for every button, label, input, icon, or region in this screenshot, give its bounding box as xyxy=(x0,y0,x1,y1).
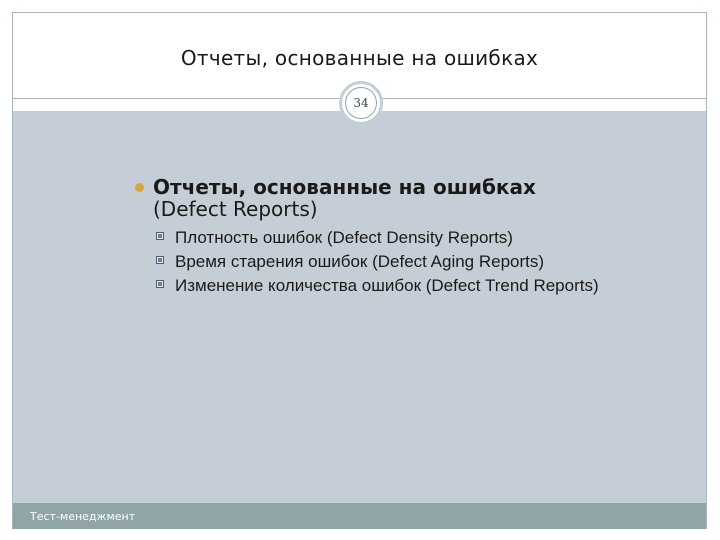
page-number-badge xyxy=(339,81,383,125)
sub-bullet-list xyxy=(153,228,604,295)
main-bullet xyxy=(134,176,604,295)
main-bullet-bold-text: Отчеты, основанные на ошибках xyxy=(153,175,536,199)
sub-bullet-item xyxy=(155,228,604,247)
square-bullet-icon xyxy=(156,280,164,288)
sub-bullet-text: Плотность ошибок (Defect Density Reports) xyxy=(175,228,513,247)
page-number: 34 xyxy=(345,87,377,119)
bullet-list xyxy=(134,176,604,300)
footer-text: Тест-менеджмент xyxy=(30,510,136,523)
footer-bar xyxy=(13,503,706,529)
sub-bullet-item xyxy=(155,276,604,295)
round-bullet-icon xyxy=(135,183,144,192)
slide-title: Отчеты, основанные на ошибках xyxy=(180,46,539,70)
main-bullet-text: (Defect Reports) xyxy=(153,197,318,221)
square-bullet-icon xyxy=(156,232,164,240)
sub-bullet-item xyxy=(155,252,604,271)
sub-bullet-text: Изменение количества ошибок (Defect Trend Reports) xyxy=(175,276,599,295)
square-bullet-icon xyxy=(156,256,164,264)
slide xyxy=(12,12,707,529)
sub-bullet-text: Время старения ошибок (Defect Aging Reports) xyxy=(175,252,545,271)
content-area xyxy=(13,111,706,503)
